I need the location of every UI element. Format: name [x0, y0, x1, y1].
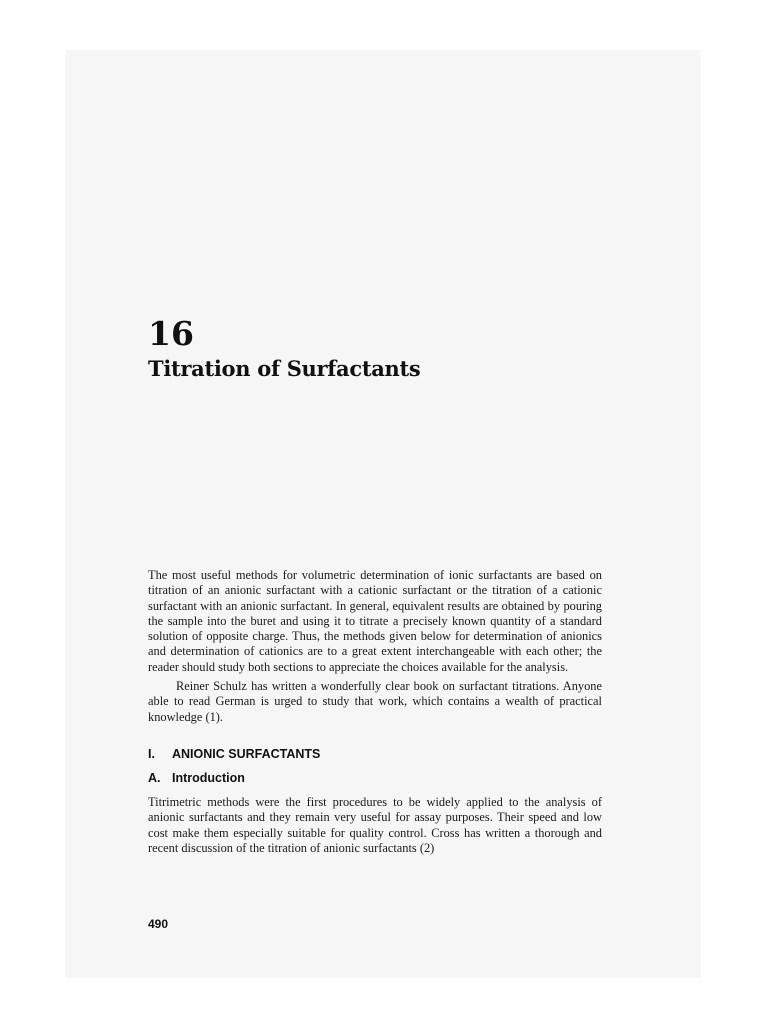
subsection-heading — [148, 770, 245, 786]
section-heading — [148, 746, 320, 762]
intro-paragraph-1: The most useful methods for volumetric determination of ionic surfactants are based on titration of an anionic surfactant with a cationic surfactant or the titration of a cationic surfactant with an anionic surfactant. In general, equivalent results are obtained by pouring the sample into the buret and using it to titrate a precisely known quantity of a standard solution of opposite charge. Thus, the methods given below for determination of anionics and determination of cationics are to a great extent interchangeable with each other; the reader should study both sections to appreciate the choices available for the analysis. — [148, 568, 602, 674]
section-title: ANIONIC SURFACTANTS — [172, 747, 321, 761]
section-number: I. — [148, 747, 155, 761]
page-number: 490 — [148, 917, 169, 931]
subsection-number: A. — [148, 771, 161, 785]
chapter-number: 16 — [148, 314, 194, 353]
section-a-paragraph: Titrimetric methods were the first procedures to be widely applied to the analysis of anionic surfactants and they remain very useful for assay purposes. Their speed and low cost make them especially suitable for quality control. Cross has written a thorough and recent discussion of the titration of anionic surfactants (2) — [148, 795, 602, 855]
subsection-title: Introduction — [172, 771, 245, 785]
chapter-title: Titration of Surfactants — [148, 356, 421, 381]
intro-paragraph-2: Reiner Schulz has written a wonderfully clear book on surfactant titrations. Anyone able to read German is urged to study that work, which contains a wealth of practical knowledge (1). — [148, 679, 602, 724]
